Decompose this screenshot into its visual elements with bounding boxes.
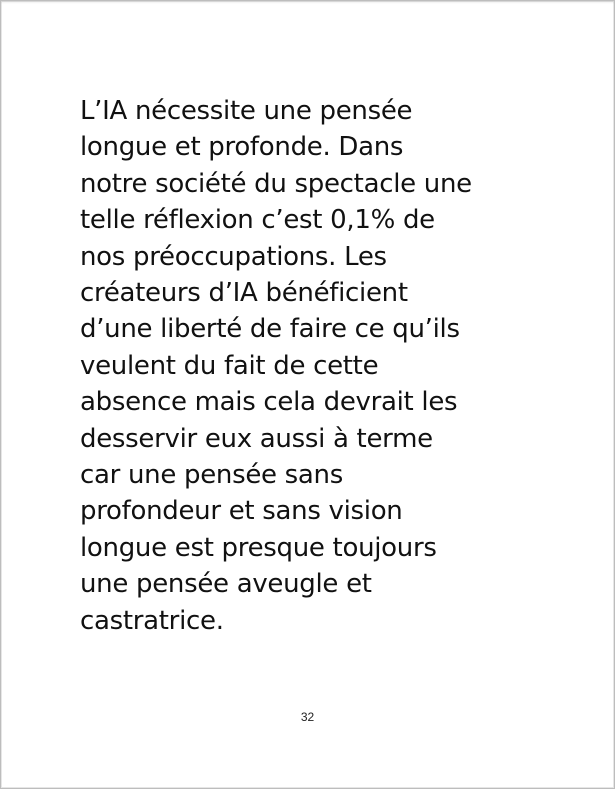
text-line: d’une liberté de faire ce qu’ils <box>80 314 460 345</box>
text-line: notre société du spectacle une <box>80 168 472 199</box>
text-line: nos préoccupations. Les <box>80 241 387 272</box>
text-line: longue et profonde. Dans <box>80 132 404 163</box>
text-line: profondeur et sans vision <box>80 496 403 527</box>
text-line: telle réflexion c’est 0,1% de <box>80 205 435 236</box>
text-line: longue est presque toujours <box>80 532 437 563</box>
text-line: une pensée aveugle et <box>80 569 372 600</box>
text-line: desservir eux aussi à terme <box>80 423 433 454</box>
text-line: car une pensée sans <box>80 460 343 491</box>
body-paragraph <box>80 93 540 639</box>
text-line: castratrice. <box>80 605 224 636</box>
text-line: L’IA nécessite une pensée <box>80 96 413 126</box>
text-line: absence mais cela devrait les <box>80 387 458 418</box>
page-edge-shadow <box>1 1 614 4</box>
text-line: créateurs d’IA bénéficient <box>80 278 408 309</box>
page-number: 32 <box>300 710 315 724</box>
text-line: veulent du fait de cette <box>80 350 379 381</box>
